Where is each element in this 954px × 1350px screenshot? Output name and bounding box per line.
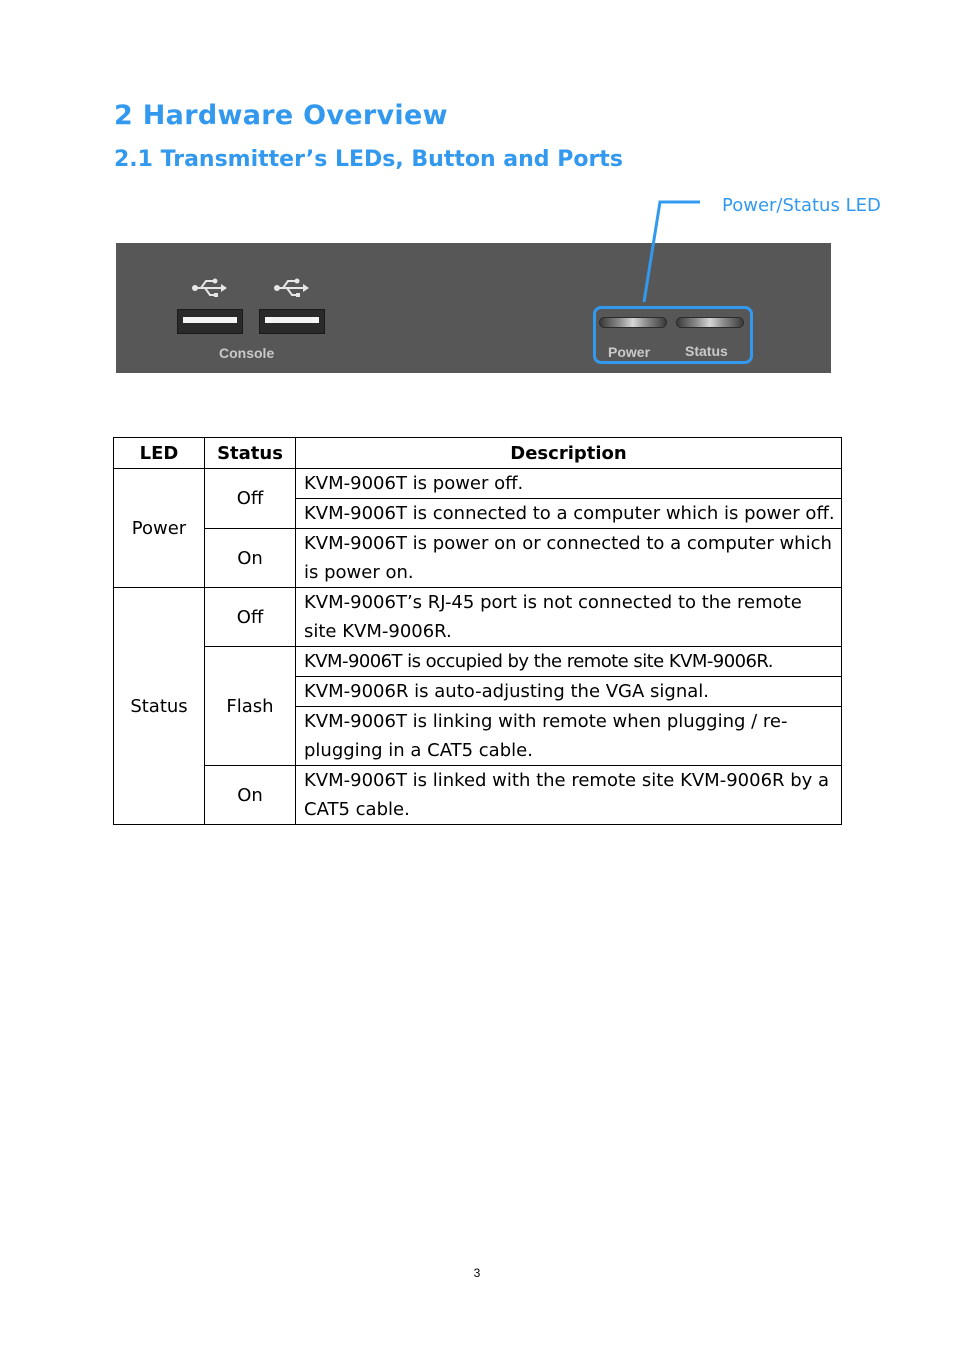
description-cell: KVM-9006T is linked with the remote site KVM-9006R by a CAT5 cable. — [296, 766, 842, 825]
table-row — [114, 529, 842, 588]
console-label: Console — [219, 345, 275, 361]
table-row — [114, 469, 842, 499]
description-cell: KVM-9006T is linking with remote when plugging / re-plugging in a CAT5 cable. — [296, 707, 842, 766]
power-led — [599, 317, 667, 328]
table-row — [114, 766, 842, 825]
status-led-label: Status — [685, 343, 728, 359]
header-status: Status — [205, 438, 296, 469]
led-status-table — [113, 437, 842, 825]
status-cell-flash: Flash — [205, 647, 296, 766]
subsection-heading: 2.1 Transmitter’s LEDs, Button and Ports — [114, 147, 623, 172]
section-heading: 2 Hardware Overview — [114, 100, 448, 131]
header-description: Description — [296, 438, 842, 469]
power-led-label: Power — [608, 344, 651, 360]
status-led — [676, 317, 744, 328]
page-number: 3 — [473, 1266, 481, 1280]
status-cell-on: On — [205, 529, 296, 588]
description-cell: KVM-9006T is connected to a computer which is power off. — [296, 499, 842, 529]
usb-console-port-1 — [177, 309, 243, 334]
table-row — [114, 647, 842, 677]
status-cell-on: On — [205, 766, 296, 825]
status-cell-off: Off — [205, 469, 296, 529]
status-cell-off: Off — [205, 588, 296, 647]
led-cell-power: Power — [114, 469, 205, 588]
description-cell: KVM-9006T is power on or connected to a computer which is power on. — [296, 529, 842, 588]
description-cell: KVM-9006T’s RJ-45 port is not connected to the remote site KVM-9006R. — [296, 588, 842, 647]
usb-icon — [191, 276, 227, 300]
usb-icon — [273, 276, 309, 300]
description-cell: KVM-9006T is power off. — [296, 469, 842, 499]
power-status-led-callout: Power/Status LED — [722, 195, 881, 216]
led-cell-status: Status — [114, 588, 205, 825]
table-header-row — [114, 438, 842, 469]
header-led: LED — [114, 438, 205, 469]
description-cell: KVM-9006T is occupied by the remote site KVM-9006R. — [296, 647, 842, 677]
table-row — [114, 588, 842, 647]
description-cell: KVM-9006R is auto-adjusting the VGA signal. — [296, 677, 842, 707]
usb-console-port-2 — [259, 309, 325, 334]
